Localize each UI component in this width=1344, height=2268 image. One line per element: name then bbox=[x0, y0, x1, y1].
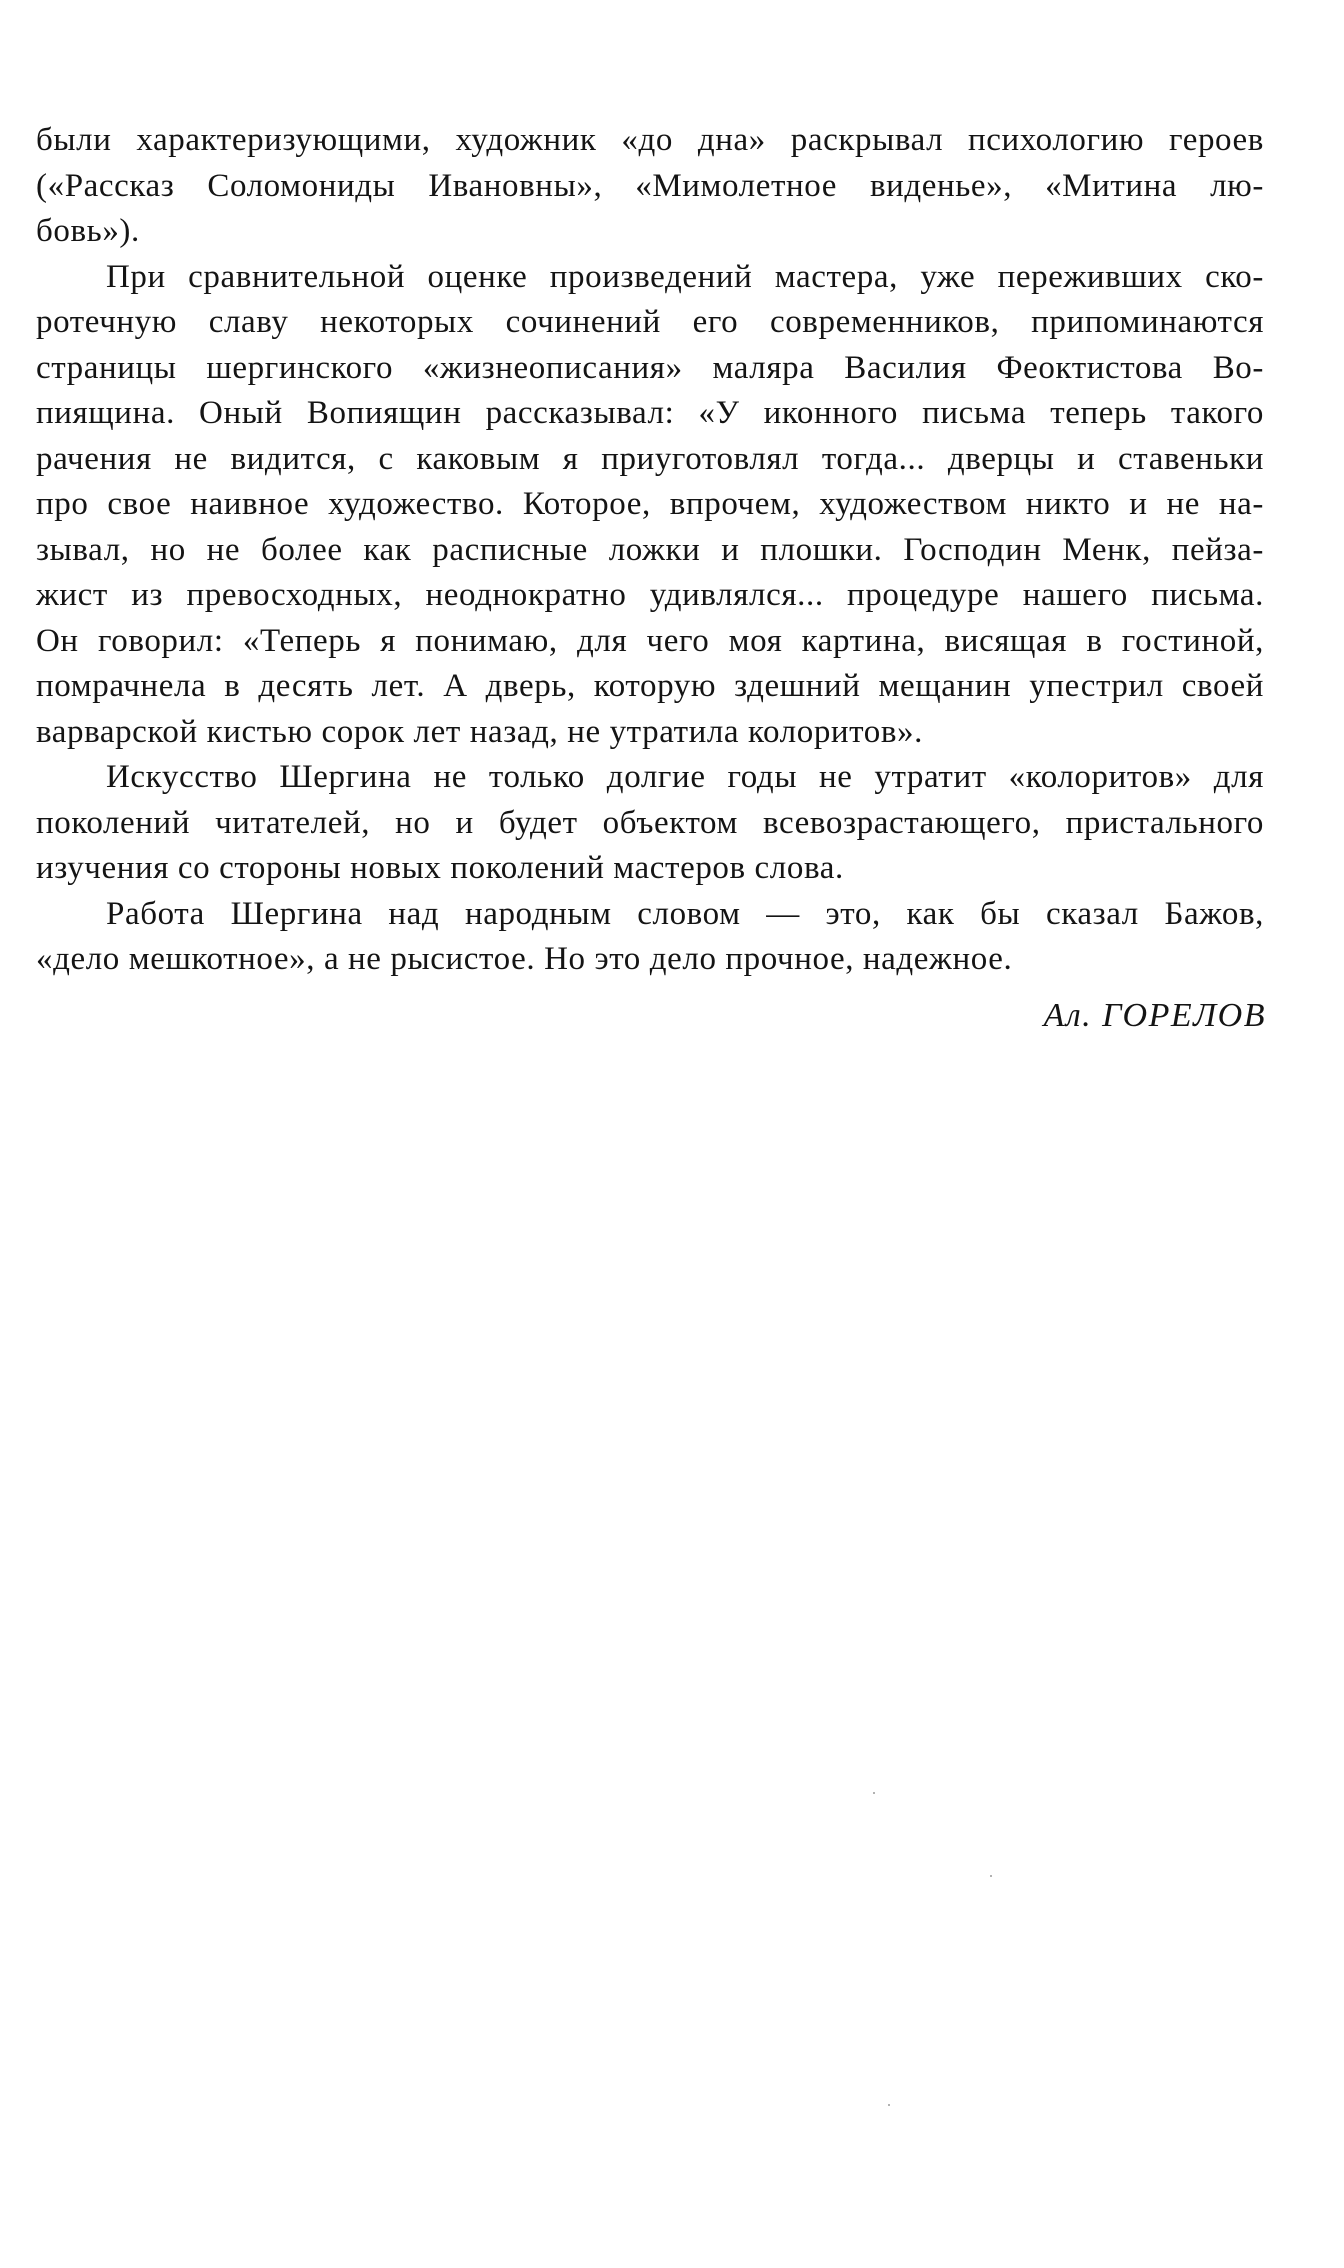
scan-speck bbox=[888, 2104, 890, 2106]
text-line: («Рассказ Соломониды Ивановны», «Мимолетное виденье», «Митина лю- bbox=[36, 167, 1264, 204]
text-line: При сравнительной оценке произведений мастера, уже переживших ско- bbox=[106, 258, 1264, 295]
article-text bbox=[36, 118, 1264, 983]
text-line: варварской кистью сорок лет назад, не утратила колоритов». bbox=[36, 713, 923, 750]
paragraph bbox=[36, 118, 1264, 255]
scan-speck bbox=[873, 1792, 875, 1794]
text-line: страницы шергинского «жизнеописания» маляра Василия Феоктистова Во- bbox=[36, 349, 1264, 386]
scan-speck bbox=[990, 1875, 992, 1877]
text-line: поколений читателей, но и будет объектом всевозрастающего, пристального bbox=[36, 804, 1264, 841]
text-line: Работа Шергина над народным словом — это, как бы сказал Бажов, bbox=[106, 895, 1264, 932]
paragraph bbox=[36, 892, 1264, 983]
text-line: помрачнела в десять лет. А дверь, которую здешний мещанин упестрил своей bbox=[36, 668, 1264, 704]
text-line: «дело мешкотное», а не рысистое. Но это дело прочное, надежное. bbox=[36, 941, 1013, 977]
text-line: Искусство Шергина не только долгие годы не утратит «колоритов» для bbox=[106, 759, 1264, 795]
text-line: зывал, но не более как расписные ложки и плошки. Господин Менк, пейза- bbox=[36, 531, 1264, 568]
text-line: были характеризующими, художник «до дна» раскрывал психологию героев bbox=[36, 122, 1264, 158]
paragraph bbox=[36, 755, 1264, 892]
text-line: ротечную славу некоторых сочинений его современников, припоминаются bbox=[36, 304, 1264, 340]
text-line: Он говорил: «Теперь я понимаю, для чего моя картина, висящая в гостиной, bbox=[36, 622, 1264, 659]
text-line: бовь»). bbox=[36, 213, 140, 249]
text-line: про свое наивное художество. Которое, впрочем, художеством никто и не на- bbox=[36, 486, 1264, 522]
author-signature: Ал. ГОРЕЛОВ bbox=[1043, 997, 1266, 1034]
text-line: пиящина. Оный Вопиящин рассказывал: «У иконного письма теперь такого bbox=[36, 395, 1264, 431]
text-line: рачения не видится, с каковым я приуготовлял тогда... дверцы и ставеньки bbox=[36, 440, 1264, 477]
text-line: изучения со стороны новых поколений мастеров слова. bbox=[36, 850, 844, 886]
paragraph bbox=[36, 255, 1264, 756]
text-line: жист из превосходных, неоднократно удивлялся... процедуре нашего письма. bbox=[36, 577, 1264, 613]
